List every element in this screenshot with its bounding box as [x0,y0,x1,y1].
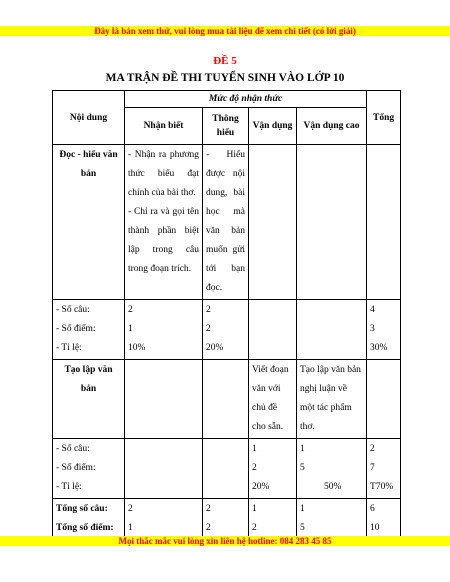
stats-nhan-biet-1 [125,300,203,360]
value: 2 [206,504,211,514]
stats-tong-1 [367,300,401,360]
stats-nhan-biet-2 [125,439,203,499]
total-nhan-biet [125,499,203,540]
cell-tao-lap-van-dung-cao: Tạo lập văn bản nghị luận về một tác phẩm thơ. [297,360,367,439]
value: 1 [252,444,257,454]
value: 10% [128,343,146,353]
value: 2 [206,523,211,533]
header-nhan-biet: Nhận biết [125,108,203,145]
nhan-biet-item-2: - Chỉ ra và gọi tên thành phần biệt lập trong câu trong đoạn trích. [128,207,199,274]
value: 20% [252,482,270,492]
stats-thong-hieu-2 [203,439,249,499]
value: 1 [128,523,133,533]
label-ti-le: - Tỉ lệ: [56,482,82,492]
header-thong-hieu: Thông hiểu [203,108,249,145]
value: 3 [370,324,375,334]
cell-doc-hieu-van-dung [249,145,297,300]
table-row-doc-hieu-stats [53,300,401,360]
value: 2 [128,305,133,315]
stats-labels-1 [53,300,125,360]
header-row-1 [53,91,401,108]
cell-tao-lap-thong-hieu [203,360,249,439]
value: T70% [370,482,394,492]
label-tong-so-diem: Tổng số điểm: [56,523,114,533]
row-label-doc-hieu: Đọc - hiểu văn bản [53,145,125,300]
value: 7 [370,463,375,473]
cell-tao-lap-van-dung: Viết đoạn văn với chủ đề cho sẵn. [249,360,297,439]
value: 30% [370,343,388,353]
preview-notice-text: Đây là bản xem thử, vui lòng mua tài liệu để xem chi tiết (có lời giải) [94,26,356,36]
table-row-doc-hieu [53,145,401,300]
stats-van-dung-1 [249,300,297,360]
label-so-diem: - Số điểm: [56,324,96,334]
total-van-dung [249,499,297,540]
value: 2 [128,504,133,514]
exam-number-title: ĐỀ 5 [213,55,237,67]
preview-notice-banner [0,26,450,36]
cell-doc-hieu-nhan-biet [125,145,203,300]
label-ti-le: - Tỉ lệ: [56,343,82,353]
header-van-dung-cao: Vận dụng cao [297,108,367,145]
label-so-cau: - Số câu: [56,444,90,454]
matrix-table [52,90,401,540]
header-total: Tổng [367,91,401,145]
value: 10 [370,523,380,533]
value: 6 [370,504,375,514]
value: 5 [300,463,305,473]
value: 2 [252,463,257,473]
label-tong-so-cau: Tổng số câu: [56,504,108,514]
document-title: MA TRẬN ĐỀ THI TUYỂN SINH VÀO LỚP 10 [105,72,345,84]
total-van-dung-cao [297,499,367,540]
stats-thong-hieu-1 [203,300,249,360]
stats-van-dung-cao-1 [297,300,367,360]
total-thong-hieu [203,499,249,540]
value: 20% [206,343,224,353]
table-row-tao-lap [53,360,401,439]
total-labels [53,499,125,540]
stats-labels-2 [53,439,125,499]
value: 2 [206,324,211,334]
cell-tao-lap-tong [367,360,401,439]
value: 1 [252,504,257,514]
stats-tong-2 [367,439,401,499]
table-row-total [53,499,401,540]
value: 2 [206,305,211,315]
header-level: Mức độ nhận thức [125,91,367,108]
value: 4 [370,305,375,315]
value: 1 [300,444,305,454]
stats-van-dung-cao-2 [297,439,367,499]
table-row-tao-lap-stats [53,439,401,499]
header-content: Nội dung [53,91,125,145]
nhan-biet-item-1: - Nhận ra phương thức biểu đạt chính của bài thơ. [128,150,199,198]
label-so-diem: - Số điểm: [56,463,96,473]
cell-doc-hieu-tong [367,145,401,300]
cell-doc-hieu-van-dung-cao [297,145,367,300]
value: 1 [300,504,305,514]
value: 2 [252,523,257,533]
value: 5 [300,523,305,533]
value: 1 [128,324,133,334]
total-tong [367,499,401,540]
value: 2 [370,444,375,454]
hotline-text: Mọi thắc mắc vui lòng xin liên hệ hotline: 084 283 45 85 [118,536,332,546]
hotline-banner [0,536,450,546]
label-so-cau: - Số câu: [56,305,90,315]
cell-doc-hieu-thong-hieu: - Hiểu được nội dung, bài học mà văn bản muốn gửi tới bạn đọc. [203,145,249,300]
value: 50% [324,482,342,492]
row-label-tao-lap: Tạo lập văn bản [53,360,125,439]
cell-tao-lap-nhan-biet [125,360,203,439]
stats-van-dung-2 [249,439,297,499]
header-van-dung: Vận dụng [249,108,297,145]
